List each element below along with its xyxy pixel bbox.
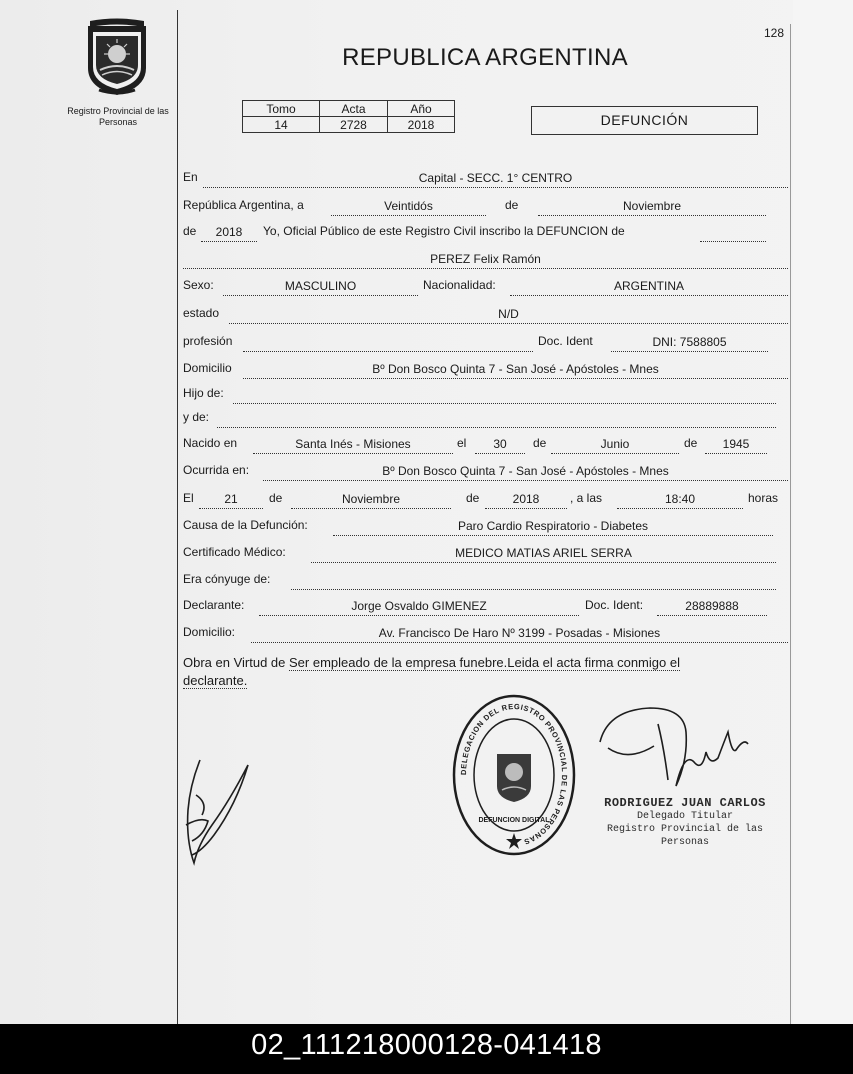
sexo-field: MASCULINO bbox=[223, 278, 418, 296]
obra-paragraph bbox=[183, 654, 790, 690]
conyuge-field bbox=[291, 572, 776, 590]
profesion-field bbox=[243, 334, 533, 352]
row-place bbox=[183, 168, 788, 188]
document-type-box: DEFUNCIÓN bbox=[531, 106, 758, 135]
row-spouse bbox=[183, 570, 788, 590]
certificado-field: MEDICO MATIAS ARIEL SERRA bbox=[311, 545, 776, 563]
stamp-outer-text: DELEGACION DEL REGISTRO PROVINCIAL DE LAS PERSONAS bbox=[458, 701, 570, 847]
yde-field bbox=[217, 410, 776, 428]
nacido-label: Nacido en bbox=[183, 436, 238, 450]
domicilio-field: Bº Don Bosco Quinta 7 - San José - Apóstoles - Mnes bbox=[243, 361, 788, 379]
row-hijo bbox=[183, 384, 788, 404]
row-declarant bbox=[183, 596, 788, 616]
declarante-label: Declarante: bbox=[183, 598, 245, 612]
horas-label: horas bbox=[748, 491, 779, 505]
birth-month-field: Junio bbox=[551, 436, 679, 454]
estado-label: estado bbox=[183, 306, 220, 320]
en-label: En bbox=[183, 170, 198, 184]
registry-caption: Registro Provincial de las Personas bbox=[67, 106, 169, 127]
year-field: 2018 bbox=[201, 224, 257, 242]
el-label: el bbox=[457, 436, 467, 450]
place-field: Capital - SECC. 1° CENTRO bbox=[203, 170, 788, 188]
obra-end: declarante. bbox=[183, 673, 248, 688]
yde-label: y de: bbox=[183, 410, 210, 424]
row-name bbox=[183, 249, 788, 269]
month-field: Noviembre bbox=[538, 198, 766, 216]
death-month-field: Noviembre bbox=[291, 491, 451, 509]
margin-line-right bbox=[790, 24, 791, 1024]
nacionalidad-label: Nacionalidad: bbox=[423, 278, 496, 292]
record-header-tomo: Tomo bbox=[243, 101, 320, 117]
official-seal-stamp bbox=[452, 694, 576, 856]
birth-year-field: 1945 bbox=[705, 436, 767, 454]
record-value-tomo: 14 bbox=[243, 117, 320, 133]
row-sex bbox=[183, 276, 788, 296]
day-words-field: Veintidós bbox=[331, 198, 486, 216]
death-time-field: 18:40 bbox=[617, 491, 743, 509]
domicilio-label: Domicilio bbox=[183, 361, 232, 375]
sexo-label: Sexo: bbox=[183, 278, 214, 292]
official-role: Delegado Titular bbox=[636, 811, 733, 822]
record-table bbox=[242, 100, 455, 133]
birth-de1-label: de bbox=[533, 436, 547, 450]
row-yde bbox=[183, 408, 788, 428]
ocurrida-label: Ocurrida en: bbox=[183, 463, 250, 477]
row-birth bbox=[183, 434, 788, 454]
page-margin bbox=[793, 0, 853, 1024]
profesion-label: profesión bbox=[183, 334, 233, 348]
record-header-acta: Acta bbox=[320, 101, 388, 117]
alas-label: , a las bbox=[570, 491, 603, 505]
decl-doc-field: 28889888 bbox=[657, 598, 767, 616]
obra-text: Ser empleado de la empresa funebre.Leida el acta firma conmigo el bbox=[289, 655, 680, 670]
doc-field: DNI: 7588805 bbox=[611, 334, 768, 352]
hijo-label: Hijo de: bbox=[183, 386, 224, 400]
row-domicilio bbox=[183, 359, 788, 379]
row-declarant-address bbox=[183, 623, 788, 643]
row-death-date bbox=[183, 489, 788, 509]
death-year-field: 2018 bbox=[485, 491, 567, 509]
official-office: Registro Provincial de las Personas bbox=[606, 824, 764, 848]
nacionalidad-field: ARGENTINA bbox=[510, 278, 788, 296]
official-block bbox=[585, 797, 785, 849]
birth-day-field: 30 bbox=[475, 436, 525, 454]
officer-blank-field bbox=[700, 224, 766, 242]
birth-de2-label: de bbox=[684, 436, 698, 450]
province-emblem-icon bbox=[82, 18, 152, 96]
death-de2-label: de bbox=[466, 491, 480, 505]
causa-field: Paro Cardio Respiratorio - Diabetes bbox=[333, 518, 773, 536]
estado-field: N/D bbox=[229, 306, 788, 324]
declarante-field: Jorge Osvaldo GIMENEZ bbox=[259, 598, 579, 616]
de-label: de bbox=[505, 198, 519, 212]
row-certificate bbox=[183, 543, 788, 563]
conyuge-label: Era cónyuge de: bbox=[183, 572, 271, 586]
nacido-field: Santa Inés - Misiones bbox=[253, 436, 453, 454]
declarant-signature bbox=[178, 755, 258, 870]
footer-code: 02_111218000128-041418 bbox=[0, 1024, 853, 1074]
hijo-field bbox=[233, 386, 776, 404]
officer-text: Yo, Oficial Público de este Registro Civil inscribo la DEFUNCION de bbox=[263, 224, 625, 238]
page-number: 128 bbox=[764, 26, 785, 40]
row-date bbox=[183, 196, 788, 216]
stamp-inner-text: DEFUNCION DIGITAL bbox=[478, 817, 550, 824]
ocurrida-field: Bº Don Bosco Quinta 7 - San José - Apóstoles - Mnes bbox=[263, 463, 788, 481]
page-title: REPUBLICA ARGENTINA bbox=[342, 44, 628, 71]
record-value-ano: 2018 bbox=[388, 117, 455, 133]
doc-label: Doc. Ident bbox=[538, 334, 593, 348]
official-name: RODRIGUEZ JUAN CARLOS bbox=[604, 796, 766, 810]
record-value-acta: 2728 bbox=[320, 117, 388, 133]
decl-doc-label: Doc. Ident: bbox=[585, 598, 644, 612]
republica-label: República Argentina, a bbox=[183, 198, 304, 212]
causa-label: Causa de la Defunción: bbox=[183, 518, 308, 532]
year-prefix-label: de bbox=[183, 224, 197, 238]
death-day-field: 21 bbox=[199, 491, 263, 509]
death-de1-label: de bbox=[269, 491, 283, 505]
row-occurred bbox=[183, 461, 788, 481]
row-estado bbox=[183, 304, 788, 324]
certificado-label: Certificado Médico: bbox=[183, 545, 286, 559]
official-signature bbox=[598, 702, 758, 792]
decl-dom-field: Av. Francisco De Haro Nº 3199 - Posadas - Misiones bbox=[251, 625, 788, 643]
margin-line-left bbox=[177, 10, 178, 1024]
obra-prefix: Obra en Virtud de bbox=[183, 655, 286, 670]
row-profession bbox=[183, 332, 788, 352]
el-death-label: El bbox=[183, 491, 194, 505]
record-header-ano: Año bbox=[388, 101, 455, 117]
deceased-name-field: PEREZ Felix Ramón bbox=[183, 251, 788, 269]
row-officer bbox=[183, 222, 788, 242]
row-cause bbox=[183, 516, 788, 536]
decl-dom-label: Domicilio: bbox=[183, 625, 236, 639]
